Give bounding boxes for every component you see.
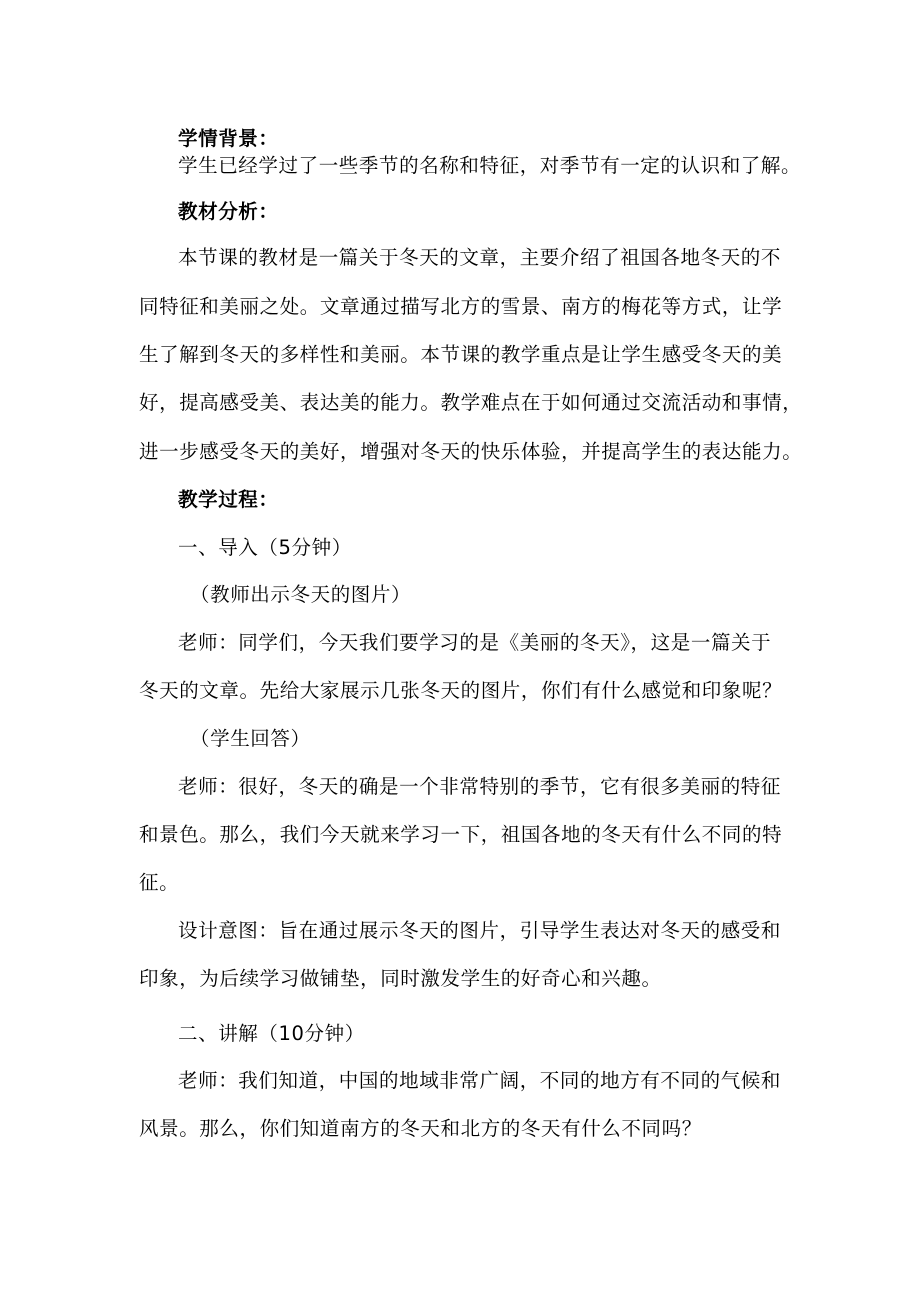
part2-teacher-line: 风景。那么，你们知道南方的冬天和北方的冬天有什么不同吗？	[139, 1117, 702, 1140]
part1-teacher-line: 和景色。那么，我们今天就来学习一下，祖国各地的冬天有什么不同的特	[139, 823, 783, 846]
part2-title: 二、讲解（10分钟）	[178, 1022, 365, 1045]
part1-teacher-line: 老师：同学们，今天我们要学习的是《美丽的冬天》，这是一篇关于	[178, 631, 772, 654]
analysis-line: 生了解到冬天的多样性和美丽。本节课的教学重点是让学生感受冬天的美	[139, 343, 783, 366]
design-intent-line: 设计意图：旨在通过展示冬天的图片，引导学生表达对冬天的感受和	[178, 919, 782, 942]
part1-note: （学生回答）	[190, 727, 311, 750]
analysis-line: 本节课的教材是一篇关于冬天的文章，主要介绍了祖国各地冬天的不	[178, 246, 782, 269]
analysis-heading: 教材分析：	[178, 200, 279, 223]
background-heading: 学情背景：	[178, 127, 279, 150]
part1-teacher-line: 老师：很好，冬天的确是一个非常特别的季节，它有很多美丽的特征	[178, 775, 782, 798]
part2-teacher-line: 老师：我们知道，中国的地域非常广阔，不同的地方有不同的气候和	[178, 1069, 782, 1092]
process-heading: 教学过程：	[178, 488, 279, 511]
design-intent-line: 印象，为后续学习做铺垫，同时激发学生的好奇心和兴趣。	[139, 967, 662, 990]
part1-note: （教师出示冬天的图片）	[190, 583, 412, 606]
background-text: 学生已经学过了一些季节的名称和特征，对季节有一定的认识和了解。	[178, 154, 802, 177]
analysis-line: 好，提高感受美、表达美的能力。教学难点在于如何通过交流活动和事情，	[139, 391, 803, 414]
part1-teacher-line: 冬天的文章。先给大家展示几张冬天的图片，你们有什么感觉和印象呢？	[139, 679, 783, 702]
analysis-line: 同特征和美丽之处。文章通过描写北方的雪景、南方的梅花等方式，让学	[139, 295, 783, 318]
analysis-line: 进一步感受冬天的美好，增强对冬天的快乐体验，并提高学生的表达能力。	[139, 440, 803, 463]
part1-title: 一、导入（5分钟）	[178, 536, 352, 559]
part1-teacher-line: 征。	[139, 871, 180, 894]
